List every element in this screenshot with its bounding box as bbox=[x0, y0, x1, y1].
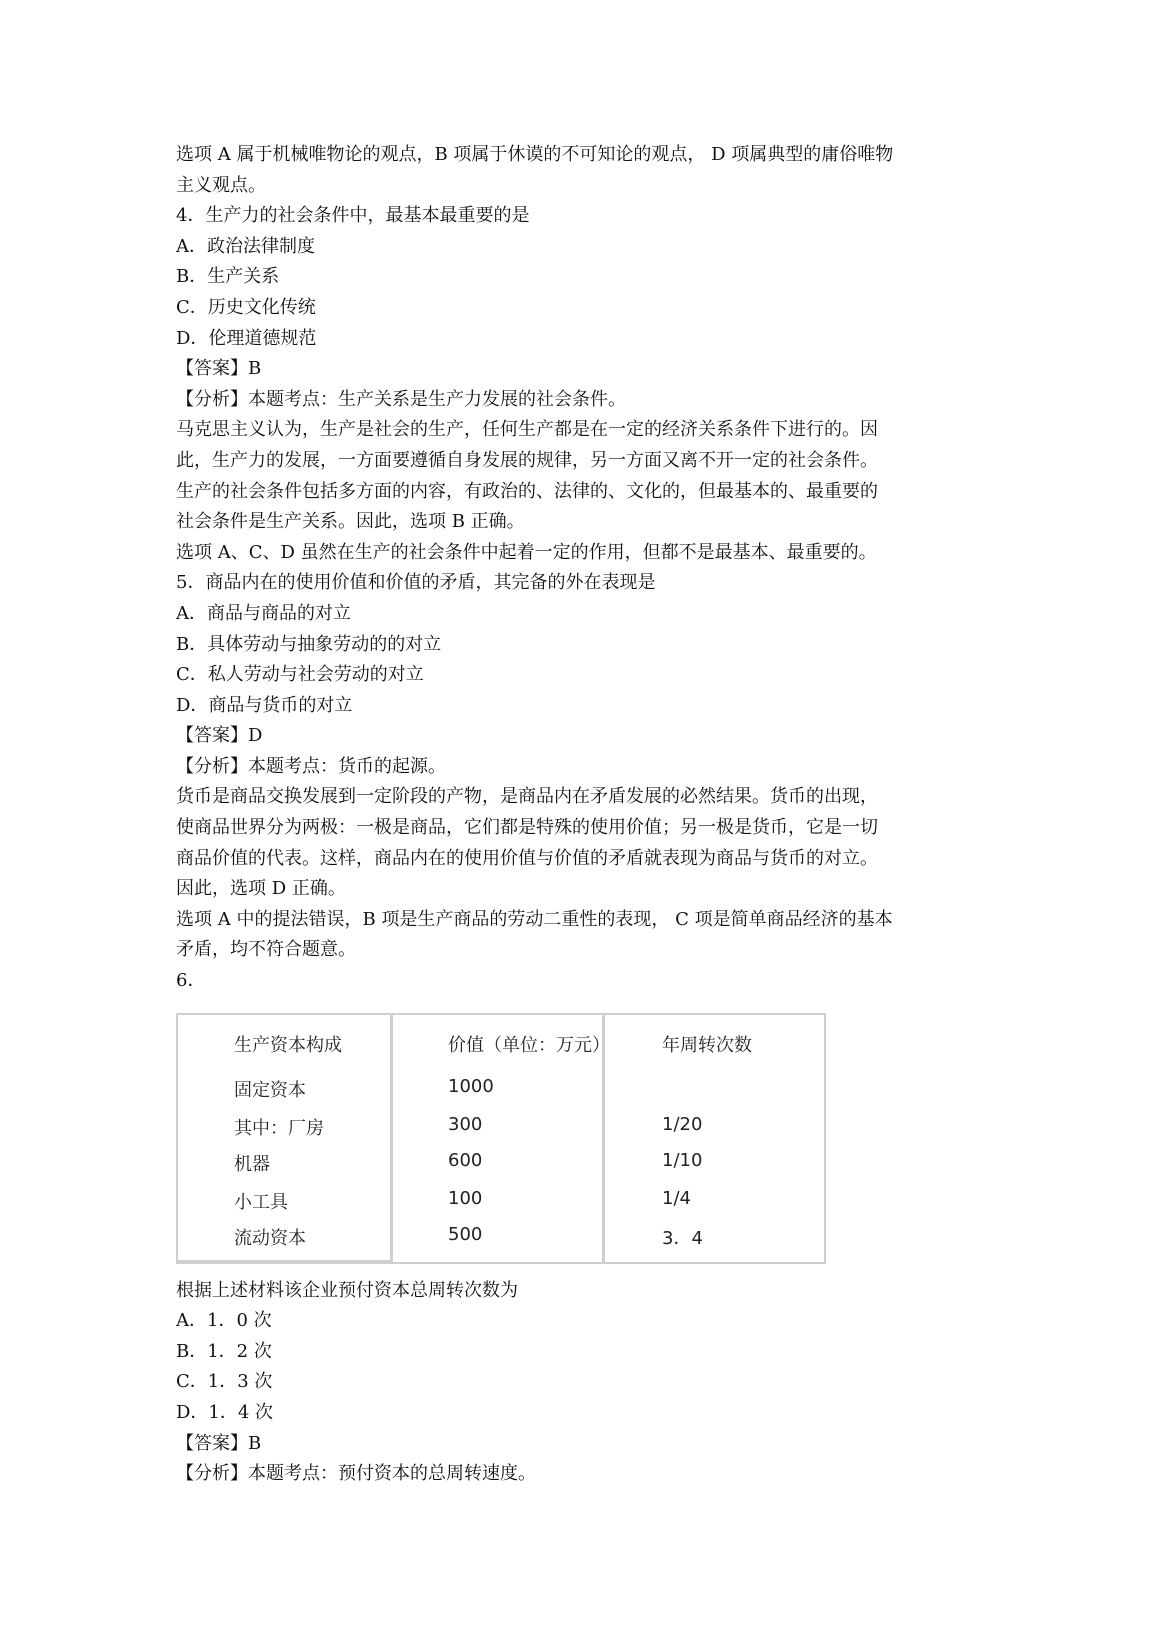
text-block-bottom bbox=[176, 1276, 986, 1490]
text-line: B．具体劳动与抽象劳动的的对立 bbox=[176, 633, 442, 655]
table-cell: 1/10 bbox=[662, 1149, 703, 1171]
table-header-row bbox=[178, 1031, 824, 1069]
table-cell: 流动资本 bbox=[234, 1227, 306, 1249]
table-row bbox=[178, 1076, 824, 1114]
text-line: 【分析】本题考点：货币的起源。 bbox=[176, 755, 446, 777]
text-line: D．伦理道德规范 bbox=[176, 327, 317, 349]
text-line: 【答案】D bbox=[176, 725, 263, 747]
document-page bbox=[176, 140, 986, 1490]
table-row bbox=[178, 1150, 824, 1188]
text-line: 此，生产力的发展，一方面要遵循自身发展的规律，另一方面又离不开一定的社会条件。 bbox=[176, 449, 878, 471]
table-row bbox=[178, 1188, 824, 1226]
text-line: D．商品与货币的对立 bbox=[176, 694, 353, 716]
text-line: 因此，选项 D 正确。 bbox=[176, 878, 346, 900]
text-line: C．私人劳动与社会劳动的对立 bbox=[176, 664, 424, 686]
table-cell: 1/4 bbox=[662, 1187, 691, 1209]
table-cell: 600 bbox=[448, 1149, 483, 1171]
text-line: 商品价值的代表。这样，商品内在的使用价值与价值的矛盾就表现为商品与货币的对立。 bbox=[176, 847, 878, 869]
text-line: 生产的社会条件包括多方面的内容，有政治的、法律的、文化的，但最基本的、最重要的 bbox=[176, 480, 878, 502]
text-line: 马克思主义认为，生产是社会的生产，任何生产都是在一定的经济关系条件下进行的。因 bbox=[176, 419, 878, 441]
text-line: B．生产关系 bbox=[176, 266, 280, 288]
table-cell: 1000 bbox=[448, 1075, 494, 1097]
text-line: A．商品与商品的对立 bbox=[176, 602, 351, 624]
text-line: B．1．2 次 bbox=[176, 1340, 272, 1362]
table-cell: 固定资本 bbox=[234, 1079, 306, 1101]
text-line: A．政治法律制度 bbox=[176, 235, 315, 257]
table-cell: 1/20 bbox=[662, 1113, 703, 1135]
table-cell: 100 bbox=[448, 1187, 483, 1209]
text-line: 6． bbox=[176, 970, 206, 992]
table-cell: 3．4 bbox=[662, 1227, 703, 1249]
text-line: C．1．3 次 bbox=[176, 1371, 273, 1393]
table-header-cell: 生产资本构成 bbox=[234, 1034, 342, 1056]
text-line: 【分析】本题考点：预付资本的总周转速度。 bbox=[176, 1463, 536, 1485]
text-line: C．历史文化传统 bbox=[176, 296, 316, 318]
text-line: 矛盾，均不符合题意。 bbox=[176, 939, 356, 961]
text-line: 选项 A 属于机械唯物论的观点，B 项属于休谟的不可知论的观点， D 项属典型的庸俗唯物 bbox=[176, 144, 894, 165]
table-header-cell: 年周转次数 bbox=[662, 1034, 752, 1056]
text-line: 社会条件是生产关系。因此，选项 B 正确。 bbox=[176, 511, 525, 533]
text-block-top bbox=[176, 140, 986, 997]
text-line: 【答案】B bbox=[176, 1432, 262, 1454]
text-line: 4．生产力的社会条件中，最基本最重要的是 bbox=[176, 205, 530, 227]
table-cell: 500 bbox=[448, 1223, 483, 1245]
text-line: 选项 A 中的提法错误，B 项是生产商品的劳动二重性的表现， C 项是简单商品经济的基本 bbox=[176, 908, 893, 930]
text-line: A．1．0 次 bbox=[176, 1310, 272, 1332]
table-row bbox=[178, 1114, 824, 1152]
text-line: 使商品世界分为两极：一极是商品，它们都是特殊的使用价值；另一极是货币，它是一切 bbox=[176, 817, 878, 839]
text-line: D．1．4 次 bbox=[176, 1402, 274, 1423]
table-cell: 机器 bbox=[234, 1153, 270, 1175]
text-line: 货币是商品交换发展到一定阶段的产物，是商品内在矛盾发展的必然结果。货币的出现， bbox=[176, 786, 878, 808]
table-cell: 300 bbox=[448, 1113, 483, 1135]
text-line: 选项 A、C、D 虽然在生产的社会条件中起着一定的作用，但都不是最基本、最重要的。 bbox=[176, 541, 877, 563]
table-cell: 小工具 bbox=[234, 1191, 288, 1213]
table-header-cell: 价值（单位：万元） bbox=[448, 1034, 610, 1056]
text-line: 根据上述材料该企业预付资本总周转次数为 bbox=[176, 1279, 518, 1301]
table-cell: 其中：厂房 bbox=[234, 1117, 324, 1139]
table-row bbox=[178, 1224, 824, 1262]
text-line: 主义观点。 bbox=[176, 174, 266, 196]
capital-table bbox=[176, 1013, 826, 1264]
text-line: 5．商品内在的使用价值和价值的矛盾，其完备的外在表现是 bbox=[176, 572, 656, 594]
text-line: 【答案】B bbox=[176, 358, 262, 380]
text-line: 【分析】本题考点：生产关系是生产力发展的社会条件。 bbox=[176, 388, 626, 410]
